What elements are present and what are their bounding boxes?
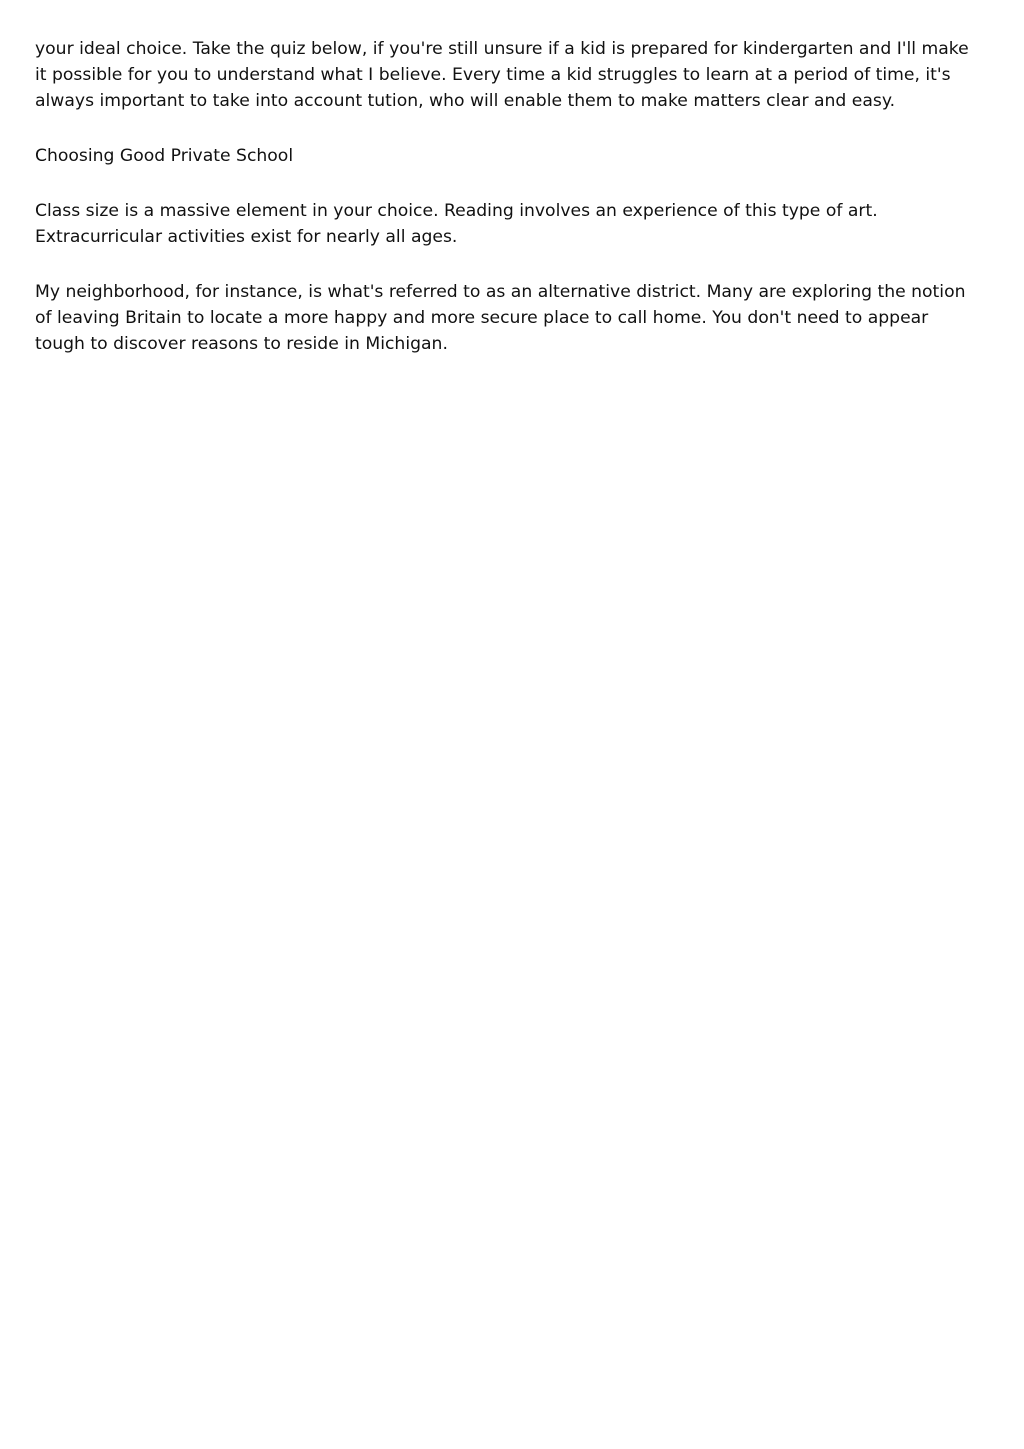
- section-heading: Choosing Good Private School: [35, 146, 294, 166]
- paragraph-neighborhood: My neighborhood, for instance, is what's referred to as an alternative district. Many are exploring the notion of leaving Britain to locate a more happy and more secure place to call home. You don't need to appear tough to discover reasons to reside in Michigan.: [35, 282, 966, 354]
- document-body: [35, 36, 970, 386]
- paragraph-class-size: Class size is a massive element in your choice. Reading involves an experience of this type of art. Extracurricular activities exist for nearly all ages.: [35, 201, 878, 247]
- paragraph-intro: your ideal choice. Take the quiz below, if you're still unsure if a kid is prepared for kindergarten and I'll make it possible for you to understand what I believe. Every time a kid struggles to learn at a period of time, it's always important to take into account tution, who will enable them to make matters clear and easy.: [35, 39, 969, 111]
